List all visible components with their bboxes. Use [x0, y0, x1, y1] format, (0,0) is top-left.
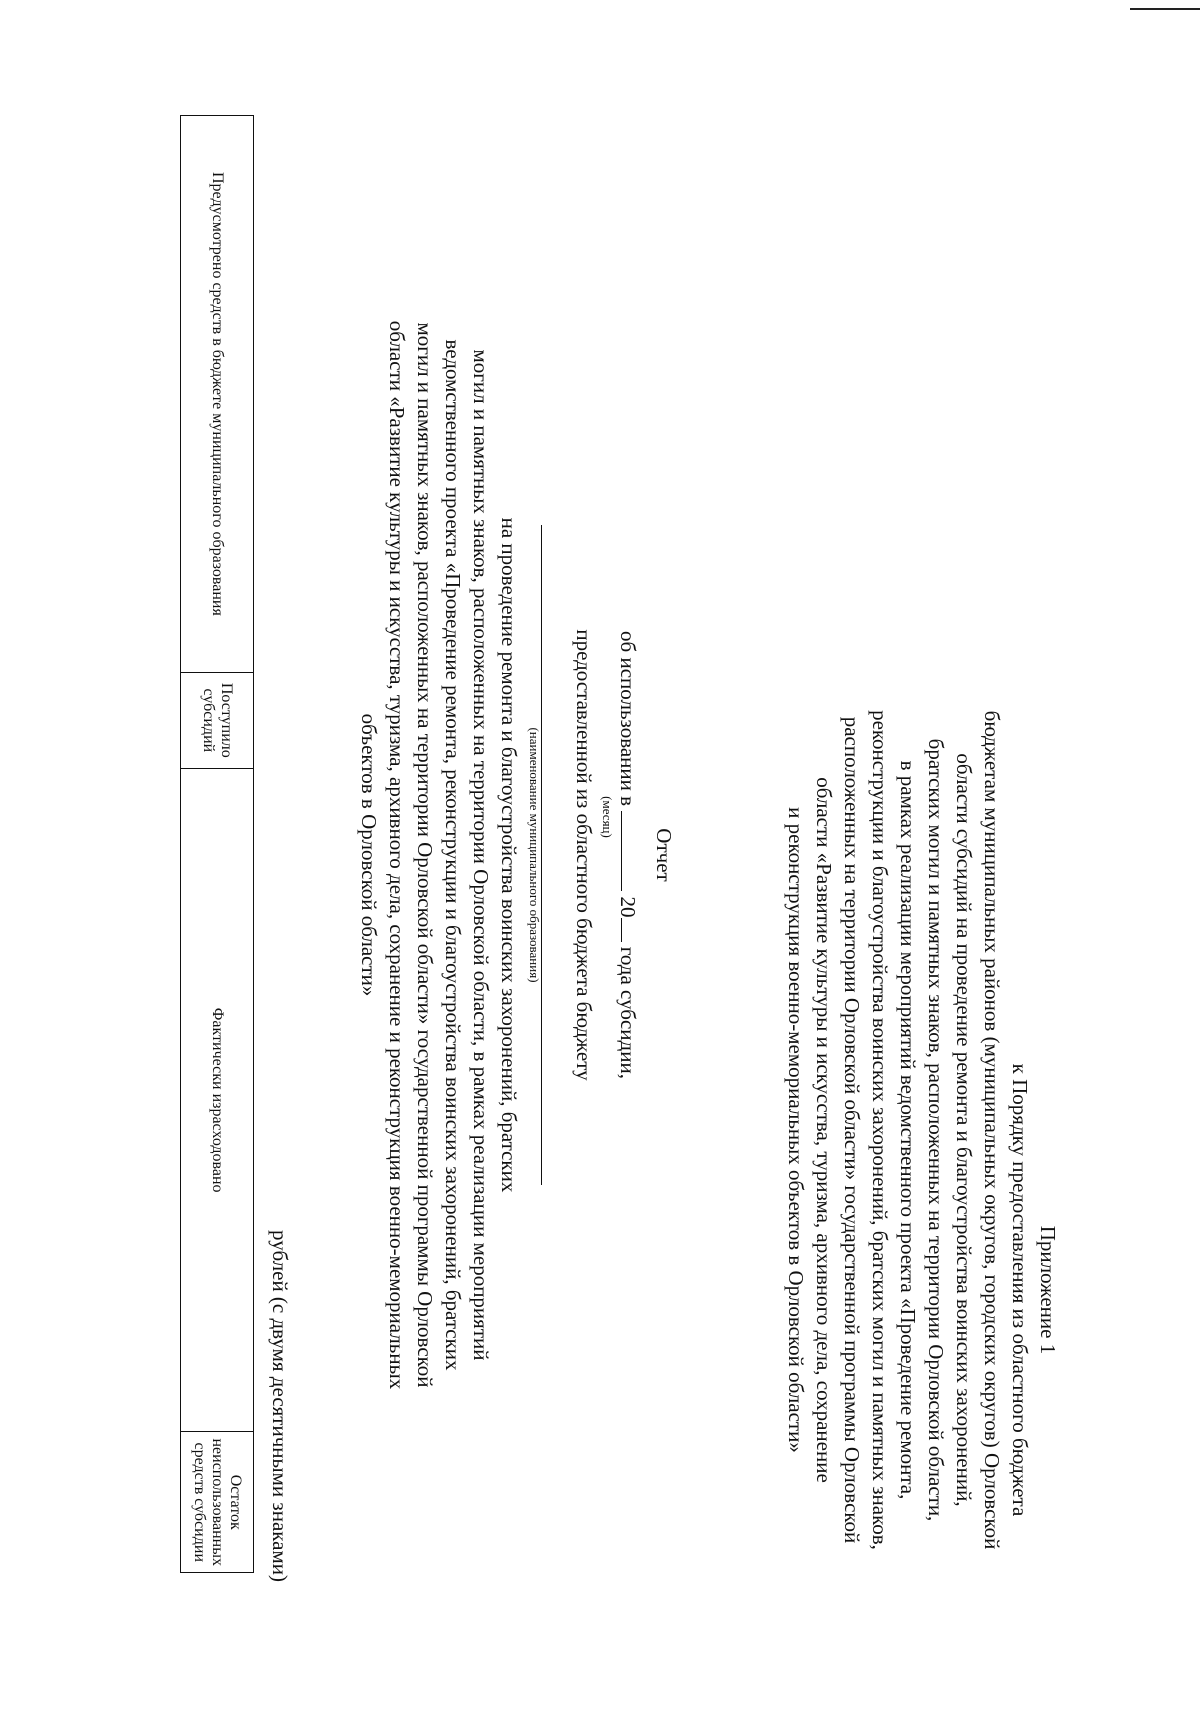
appendix-line: области субсидий на проведение ремонта и благоустройства воинских захоронений,	[952, 753, 976, 1507]
report-period-line	[614, 110, 642, 1600]
appendix-line: братских могил и памятных знаков, расположенных на территории Орловской области,	[924, 738, 948, 1522]
purpose-line: могил и памятных знаков, расположенных на территории Орловской области, в рамках реализации мероприятий	[469, 349, 493, 1361]
appendix-line: и реконструкция военно-мемориальных объектов в Орловской области»	[784, 807, 808, 1453]
purpose-line: на проведение ремонта и благоустройства воинских захоронений, братских	[497, 517, 521, 1193]
report-table	[180, 115, 254, 1573]
appendix-line: Приложение 1	[1036, 1225, 1060, 1355]
appendix-line: реконструкции и благоустройства воинских захоронений, братских могил и памятных знаков,	[868, 710, 892, 1550]
column-header-remaining: Остаток неиспользованных средств субсидии	[181, 1432, 254, 1573]
column-header-received: Поступило субсидий	[181, 672, 254, 768]
report-title: Отчет	[652, 828, 676, 882]
column-header-planned: Предусмотрено средств в бюджете муниципального образования	[181, 116, 254, 673]
month-caption: (месяц)	[600, 796, 615, 838]
year-prefix: 20	[616, 896, 640, 918]
report-section	[355, 110, 678, 1600]
report-purpose	[355, 110, 523, 1600]
rotated-document-page	[182, 110, 1062, 1600]
year-blank	[621, 918, 622, 942]
appendix-description	[782, 630, 1006, 1630]
table-header-row	[181, 116, 254, 1573]
provided-line: предоставленной из областного бюджета бюджету	[572, 629, 596, 1081]
municipality-caption: (наименование муниципального образования)	[527, 727, 542, 983]
purpose-line: могил и памятных знаков, расположенных на территории Орловской области» государственной программы Орловской	[413, 322, 437, 1388]
appendix-line: к Порядку предоставления из областного бюджета	[1008, 1063, 1032, 1517]
appendix-line: расположенных на территории Орловской области» государственной программы Орловской	[840, 716, 864, 1544]
scan-edge-mark	[1130, 8, 1200, 10]
units-note: рублей (с двумя десятичными знаками)	[268, 1230, 292, 1582]
appendix-line: бюджетам муниципальных районов (муниципальных округов, городских округов) Орловской	[980, 710, 1004, 1550]
usage-suffix: года субсидии,	[616, 946, 640, 1079]
appendix-line: области «Развитие культуры и искусства, туризма, архивного дела, сохранение	[812, 777, 836, 1483]
usage-prefix: об использовании в	[616, 631, 640, 807]
month-blank	[621, 811, 622, 891]
appendix-line: в рамках реализации мероприятий ведомственного проекта «Проведение ремонта,	[896, 760, 920, 1500]
purpose-line: ведомственного проекта «Проведение ремонта, реконструкции и благоустройства воинских захоронений, братских	[441, 339, 465, 1371]
appendix-header	[1006, 980, 1062, 1600]
purpose-line: объектов в Орловской области»	[357, 713, 381, 997]
column-header-spent: Фактически израсходовано	[181, 768, 254, 1432]
purpose-line: области «Развитие культуры и искусства, туризма, архивного дела, сохранение и реконструкция военно-мемориальных	[385, 320, 409, 1390]
